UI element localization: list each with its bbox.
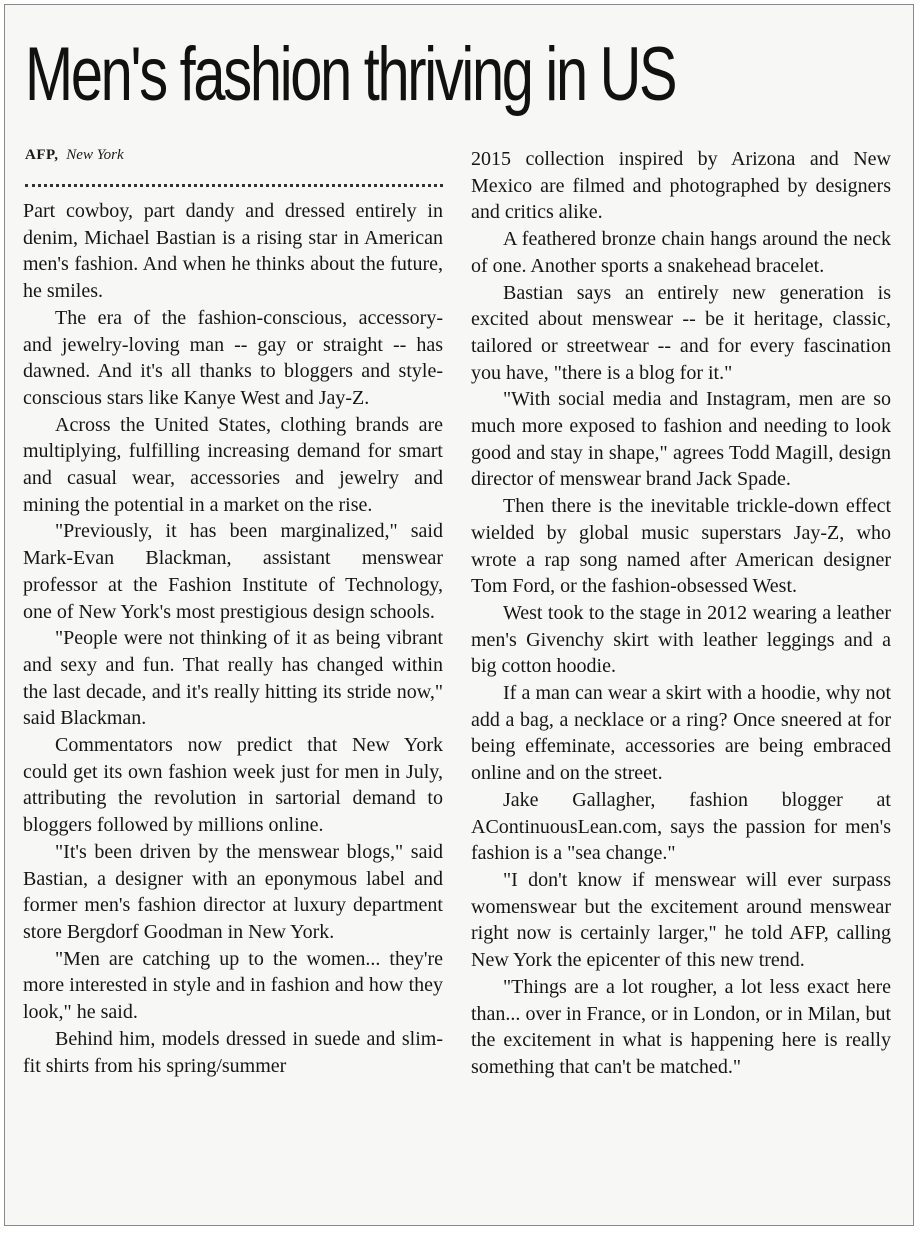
paragraph: If a man can wear a skirt with a hoodie, why not add a bag, a necklace or a ring? Once sneered at for being effeminate, accessories are being embraced online and on the street.	[471, 682, 891, 785]
paragraph: Then there is the inevitable trickle-down effect wielded by global music superstars Jay-Z, who wrote a rap song named after American designer Tom Ford, or the fashion-obsessed West.	[471, 495, 891, 598]
paragraph: "It's been driven by the menswear blogs," said Bastian, a designer with an eponymous label and former men's fashion director at luxury department store Bergdorf Goodman in New York.	[23, 840, 443, 943]
left-column	[23, 198, 443, 1215]
paragraph: Jake Gallagher, fashion blogger at AContinuousLean.com, says the passion for men's fashion is a "sea change."	[471, 788, 891, 865]
paragraph: The era of the fashion-conscious, accessory- and jewelry-loving man -- gay or straight -- has dawned. And it's all thanks to bloggers and style-conscious stars like Kanye West and Jay-Z.	[23, 306, 443, 409]
byline-city: New York	[66, 147, 124, 163]
paragraph: Bastian says an entirely new generation is excited about menswear -- be it heritage, classic, tailored or streetwear -- and for every fascination you have, "there is a blog for it."	[471, 281, 891, 384]
paragraph: Commentators now predict that New York could get its own fashion week just for men in July, attributing the revolution in sartorial demand to bloggers followed by millions online.	[23, 734, 443, 837]
right-column	[471, 146, 891, 1216]
byline-agency: AFP,	[25, 147, 59, 163]
paragraph: Part cowboy, part dandy and dressed entirely in denim, Michael Bastian is a rising star in American men's fashion. And when he thinks about the future, he smiles.	[23, 200, 443, 303]
headline: Men's fashion thriving in US	[25, 32, 676, 117]
paragraph: A feathered bronze chain hangs around the neck of one. Another sports a snakehead bracelet.	[471, 228, 891, 277]
dotted-divider	[25, 184, 443, 187]
byline	[25, 147, 124, 164]
paragraph: "Things are a lot rougher, a lot less exact here than... over in France, or in London, or in Milan, but the excitement in what is happening here is really something that can't be matched."	[471, 975, 891, 1078]
paragraph: West took to the stage in 2012 wearing a leather men's Givenchy skirt with leather leggings and a big cotton hoodie.	[471, 601, 891, 678]
paragraph: "Previously, it has been marginalized," said Mark-Evan Blackman, assistant menswear professor at the Fashion Institute of Technology, one of New York's most prestigious design schools.	[23, 520, 443, 623]
paragraph: Behind him, models dressed in suede and slim-fit shirts from his spring/summer	[23, 1027, 443, 1077]
paragraph: "With social media and Instagram, men are so much more exposed to fashion and needing to look good and stay in shape," agrees Todd Magill, design director of menswear brand Jack Spade.	[471, 388, 891, 491]
paragraph: "I don't know if menswear will ever surpass womenswear but the excitement around menswear right now is certainly larger," he told AFP, calling New York the epicenter of this new trend.	[471, 868, 891, 972]
paragraph: "Men are catching up to the women... they're more interested in style and in fashion and how they look," he said.	[23, 947, 443, 1024]
paragraph: "People were not thinking of it as being vibrant and sexy and fun. That really has changed within the last decade, and it's really hitting its stride now," said Blackman.	[23, 627, 443, 730]
paragraph: 2015 collection inspired by Arizona and New Mexico are filmed and photographed by designers and critics alike.	[471, 148, 891, 224]
paragraph: Across the United States, clothing brands are multiplying, fulfilling increasing demand for smart and casual wear, accessories and jewelry and mining the potential in a market on the rise.	[23, 413, 443, 516]
newspaper-clipping	[4, 4, 914, 1226]
